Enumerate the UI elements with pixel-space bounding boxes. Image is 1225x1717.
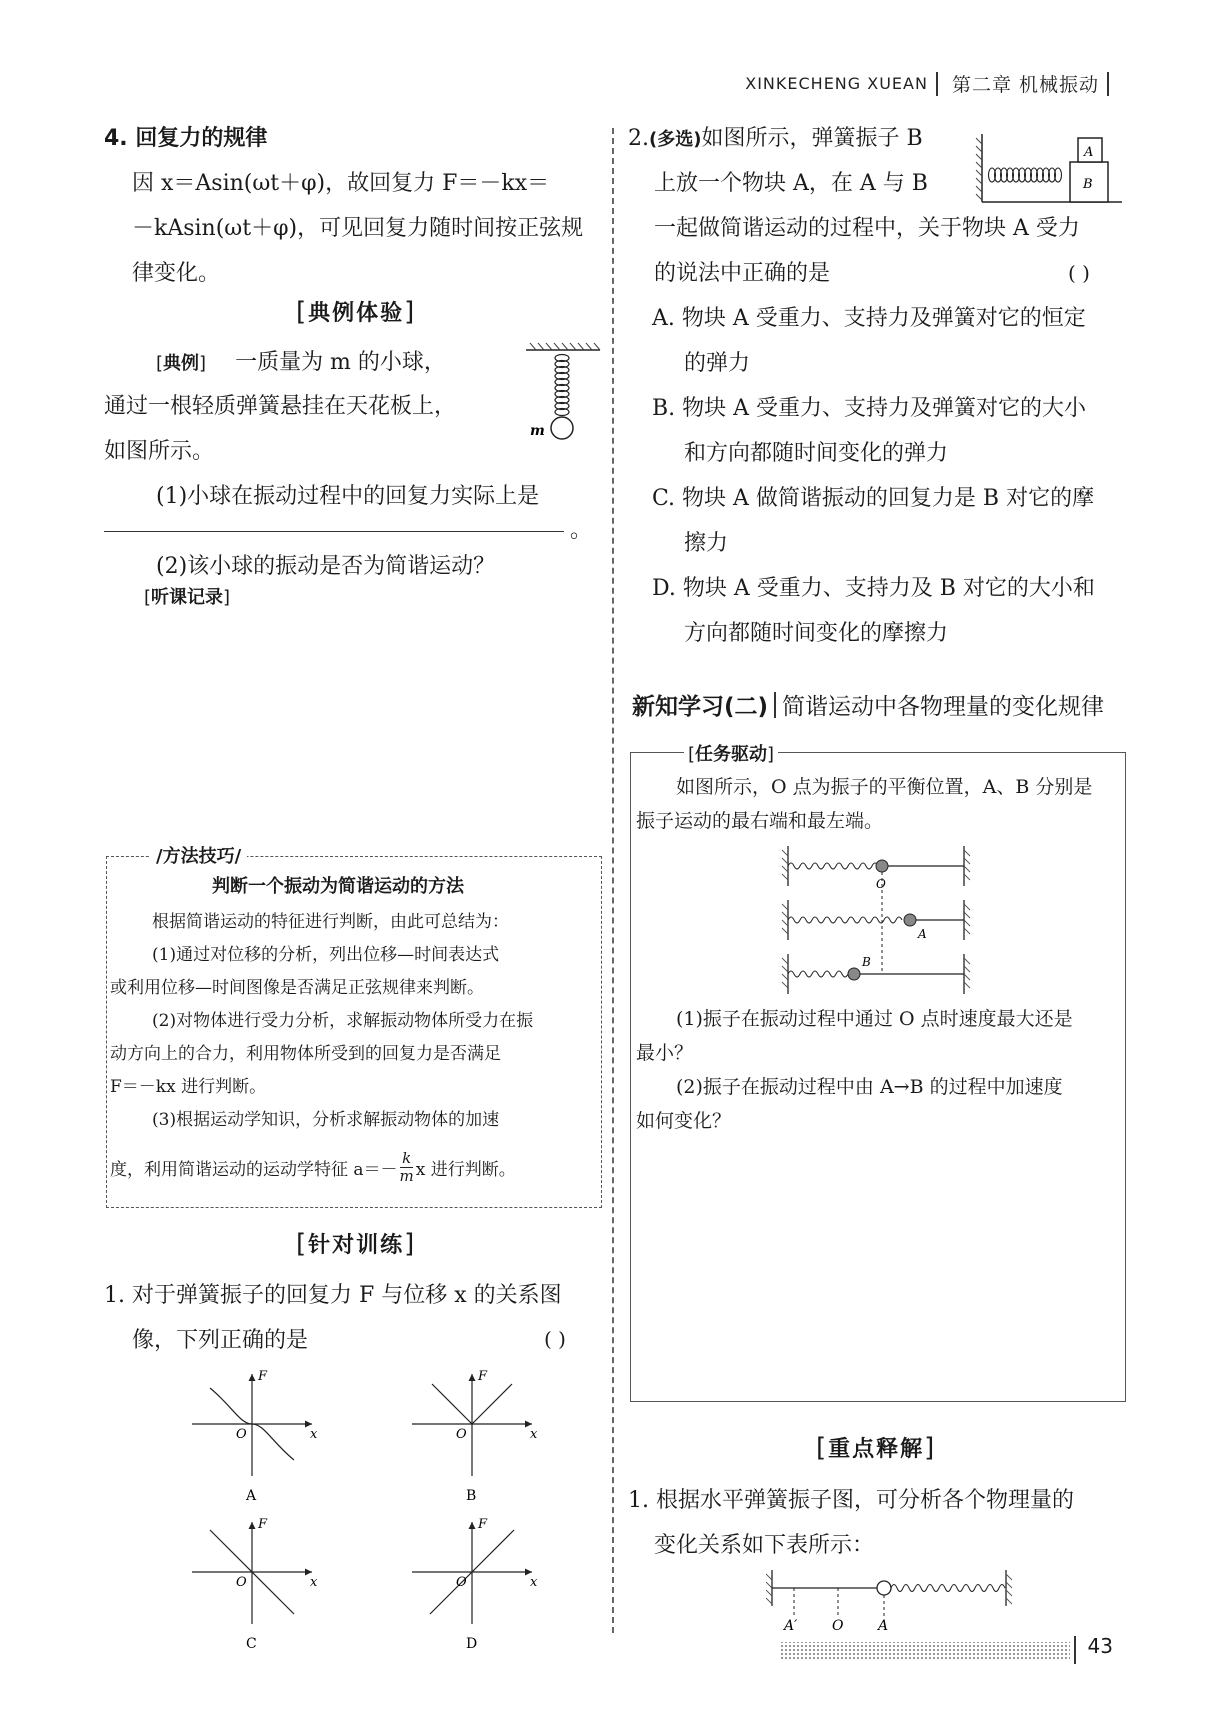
s4-line1: 因 x＝Asin(ωt＋φ)，故回复力 F＝－kx＝ [132,171,550,196]
example-line3: 如图所示。 [104,439,215,464]
graph-b [412,1369,538,1504]
option-b-line1[interactable]: B. 物块 A 受重力、支持力及弹簧对它的大小 [652,396,1087,421]
svg-text:F: F [258,1369,268,1384]
header-divider [936,72,938,96]
method-p2a: (2)对物体进行受力分析，求解振动物体所受力在振 [152,1011,534,1031]
task-q2a: (2)振子在振动过程中由 A→B 的过程中加速度 [676,1076,1063,1098]
s4-line2: －kAsin(ωt＋φ)，可见回复力随时间按正弦规 [132,216,584,241]
example-line2: 通过一根轻质弹簧悬挂在天花板上， [104,394,457,419]
new-section-heading: 新知学习(二) 简谐运动中各物理量的变化规律 [632,688,1104,721]
q1-period: 。 [570,518,593,543]
option-d-line2: 方向都随时间变化的摩擦力 [684,621,949,646]
task-line1: 如图所示，O 点为振子的平衡位置，A、B 分别是 [676,776,1093,798]
ball-icon [551,417,573,439]
svg-text:O: O [832,1618,844,1634]
svg-text:F: F [478,1517,488,1532]
graph-b-label: B [466,1488,477,1504]
task-line2: 振子运动的最右端和最左端。 [636,810,884,832]
svg-text:x: x [310,1427,318,1442]
svg-text:F: F [258,1517,268,1532]
method-p1b: 或利用位移—时间图像是否满足正弦规律来判断。 [110,978,484,998]
method-tag: /方法技巧/ [150,842,247,868]
example-line1: [典例] 一质量为 m 的小球， [156,350,446,375]
question-1: (1)小球在振动过程中的回复力实际上是 [156,484,540,509]
svg-text:B: B [1083,177,1093,192]
q2-line3: 一起做简谐运动的过程中，关于物块 A 受力 [654,216,1080,241]
q2-line4: 的说法中正确的是 [654,261,831,286]
graph-a [192,1369,318,1504]
mass-label: m [530,423,545,439]
method-p2b: 动方向上的合力，利用物体所受到的回复力是否满足 [110,1044,501,1064]
method-p3b: 度，利用简谐运动的运动学特征 a＝－ k m x 进行判断。 [110,1149,516,1185]
q2-answer-paren: ( ) [1068,261,1090,285]
method-p1a: (1)通过对位移的分析，列出位移—时间表达式 [152,945,500,965]
key-line1: 1. 根据水平弹簧振子图，可分析各个物理量的 [628,1488,1074,1513]
svg-text:O: O [456,1427,467,1442]
header-divider-end [1107,72,1109,96]
q2-line2: 上放一个物块 A，在 A 与 B [654,171,928,196]
svg-text:O: O [236,1427,247,1442]
option-a-line2: 的弹力 [684,351,751,376]
option-c-line2: 擦力 [684,531,729,556]
task-q1b: 最小？ [636,1042,694,1064]
graph-c [192,1517,318,1652]
f-x-graphs [180,1366,580,1656]
answer-line [104,531,564,532]
footer-divider [1074,1636,1076,1664]
svg-text:F: F [478,1369,488,1384]
method-p3a: (3)根据运动学知识，分析求解振动物体的加速 [152,1110,500,1130]
training-q1-line2: 像，下列正确的是 [132,1328,309,1353]
task-q2b: 如何变化？ [636,1110,732,1132]
header-pinyin: XINKECHENG XUEAN [745,74,928,93]
example-heading: [典例体验] [296,297,417,327]
svg-text:O: O [236,1575,247,1590]
graph-c-label: C [246,1636,257,1652]
horizontal-spring-figure [766,1566,1016,1634]
svg-text:A: A [878,1618,889,1634]
page-header [745,70,1117,97]
svg-text:O: O [876,877,886,891]
column-divider [612,128,614,1633]
graph-d [412,1517,538,1652]
stacked-block-figure [974,130,1126,206]
method-p0: 根据简谐运动的特征进行判断，由此可总结为： [152,912,509,932]
section-4-title: 4. 回复力的规律 [104,126,268,151]
example-tag: 典例 [163,353,200,374]
option-d-line1[interactable]: D. 物块 A 受重力、支持力及 B 对它的大小和 [652,576,1095,601]
svg-text:B: B [862,955,871,969]
task-q1a: (1)振子在振动过程中通过 O 点时速度最大还是 [676,1008,1073,1030]
svg-text:x: x [530,1427,538,1442]
option-a-line1[interactable]: A. 物块 A 受重力、支持力及弹簧对它的恒定 [652,306,1086,331]
training-q1-answer-paren: ( ) [544,1327,566,1351]
graph-a-label: A [246,1488,257,1504]
method-title: 判断一个振动为简谐运动的方法 [212,876,464,897]
svg-text:A: A [918,927,927,941]
question-2: (2)该小球的振动是否为简谐运动？ [156,554,496,579]
svg-text:A′: A′ [784,1618,798,1634]
notes-tag: [听课记录] [144,587,231,608]
training-heading: [针对训练] [296,1229,417,1259]
graph-d-label: D [466,1636,478,1652]
task-tag: [任务驱动] [684,740,778,766]
method-p2c: F＝－kx 进行判断。 [110,1077,267,1097]
q2-line1: 2.(多选)如图所示，弹簧振子 B [628,126,923,151]
svg-text:O: O [456,1575,467,1590]
svg-text:x: x [530,1575,538,1590]
s4-line3: 律变化。 [132,261,221,286]
svg-text:x: x [310,1575,318,1590]
option-c-line1[interactable]: C. 物块 A 做简谐振动的回复力是 B 对它的摩 [652,486,1095,511]
fraction-k-over-m: k m [399,1149,414,1185]
key-line2: 变化关系如下表所示： [654,1533,875,1558]
header-chapter: 第二章 机械振动 [951,74,1099,96]
oscillator-positions-figure [780,842,980,998]
training-q1-line1: 1. 对于弹簧振子的回复力 F 与位移 x 的关系图 [104,1283,562,1308]
option-b-line2: 和方向都随时间变化的弹力 [684,441,949,466]
footer-dotted-bar [780,1640,1070,1662]
page-number: 43 [1087,1634,1113,1658]
svg-text:A: A [1084,145,1094,160]
key-heading: [重点释解] [816,1433,937,1463]
hanging-spring-figure [520,340,604,448]
